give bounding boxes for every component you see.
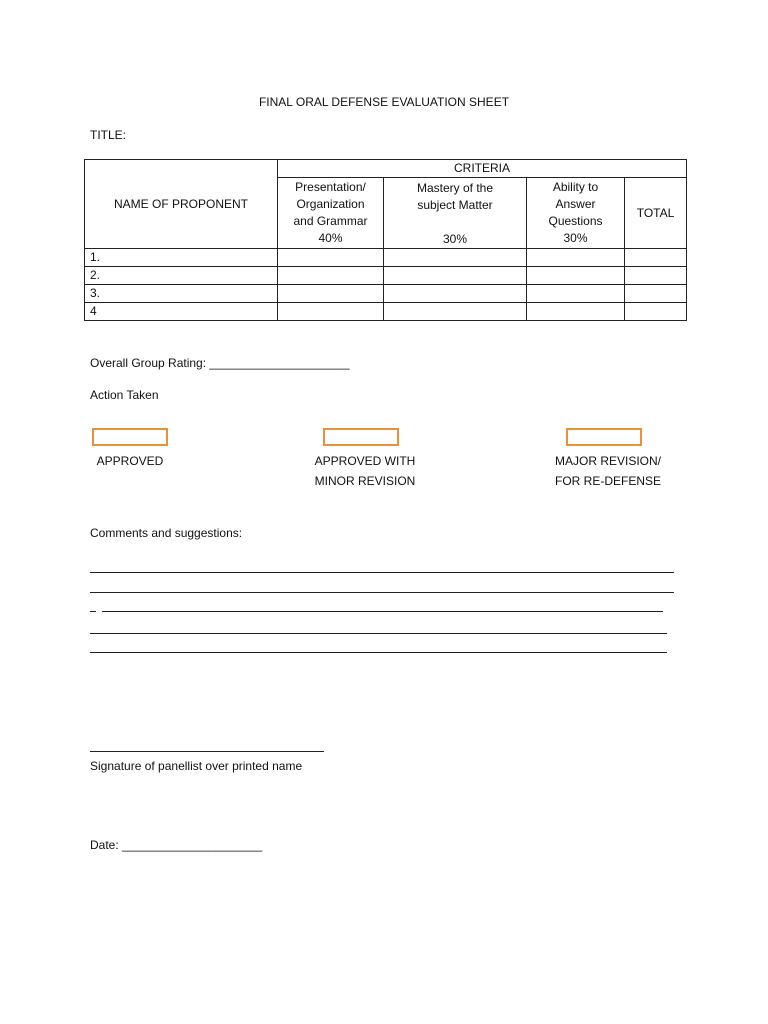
title-label: TITLE: — [90, 128, 127, 142]
score-cell[interactable] — [384, 285, 527, 303]
criterion-ability-label: Ability to Answer Questions — [548, 180, 603, 228]
approved-minor-option-line2: MINOR REVISION — [314, 474, 416, 488]
comment-line-dash — [90, 611, 96, 612]
table-row — [85, 303, 687, 321]
proponent-number: 4 — [85, 303, 278, 321]
criterion-presentation-header — [278, 178, 384, 249]
total-cell[interactable] — [625, 303, 687, 321]
comment-line[interactable] — [90, 592, 674, 593]
criterion-presentation-label: Presentation/ Organization and Grammar — [293, 180, 368, 228]
score-cell[interactable] — [278, 249, 384, 267]
criterion-mastery-header — [384, 178, 527, 249]
comment-line[interactable] — [90, 572, 674, 573]
comments-label: Comments and suggestions: — [90, 526, 243, 540]
major-revision-checkbox[interactable] — [566, 428, 642, 446]
criterion-ability-header — [527, 178, 625, 249]
date-field: Date: _____________________ — [90, 838, 263, 852]
score-cell[interactable] — [384, 303, 527, 321]
table-row — [85, 285, 687, 303]
approved-minor-option-line1: APPROVED WITH — [314, 454, 416, 468]
score-cell[interactable] — [527, 285, 625, 303]
table-row — [85, 267, 687, 285]
major-revision-option-line1: MAJOR REVISION/ — [554, 454, 661, 468]
proponent-number: 2. — [85, 267, 278, 285]
total-cell[interactable] — [625, 249, 687, 267]
criteria-header: CRITERIA — [278, 160, 687, 178]
approved-checkbox[interactable] — [92, 428, 168, 446]
signature-line[interactable] — [90, 751, 324, 752]
score-cell[interactable] — [527, 249, 625, 267]
criterion-mastery-label: Mastery of the subject Matter — [416, 181, 494, 212]
overall-group-rating: Overall Group Rating: _____________________ — [90, 356, 350, 370]
approved-minor-revision-option — [300, 451, 430, 491]
score-cell[interactable] — [278, 303, 384, 321]
score-cell[interactable] — [527, 267, 625, 285]
score-cell[interactable] — [527, 303, 625, 321]
major-revision-option-line2: FOR RE-DEFENSE — [554, 474, 661, 488]
evaluation-table — [84, 159, 687, 321]
total-cell[interactable] — [625, 267, 687, 285]
proponent-number: 1. — [85, 249, 278, 267]
total-cell[interactable] — [625, 285, 687, 303]
approved-option — [80, 451, 180, 471]
major-revision-option — [543, 451, 673, 491]
score-cell[interactable] — [278, 267, 384, 285]
score-cell[interactable] — [278, 285, 384, 303]
score-cell[interactable] — [384, 249, 527, 267]
criterion-presentation-weight: 40% — [318, 231, 343, 245]
proponent-number: 3. — [85, 285, 278, 303]
document-heading: FINAL ORAL DEFENSE EVALUATION SHEET — [258, 95, 510, 109]
comment-line[interactable] — [90, 633, 667, 634]
criterion-ability-weight: 30% — [563, 231, 588, 245]
table-row — [85, 249, 687, 267]
total-header: TOTAL — [625, 178, 687, 249]
score-cell[interactable] — [384, 267, 527, 285]
approved-option-label: APPROVED — [96, 454, 164, 468]
signature-label: Signature of panellist over printed name — [90, 759, 303, 773]
approved-minor-revision-checkbox[interactable] — [323, 428, 399, 446]
criterion-mastery-weight: 30% — [442, 232, 468, 246]
name-of-proponent-header: NAME OF PROPONENT — [85, 160, 278, 249]
comment-line[interactable] — [90, 652, 667, 653]
action-taken-label: Action Taken — [90, 388, 159, 402]
comment-line[interactable] — [102, 611, 663, 612]
